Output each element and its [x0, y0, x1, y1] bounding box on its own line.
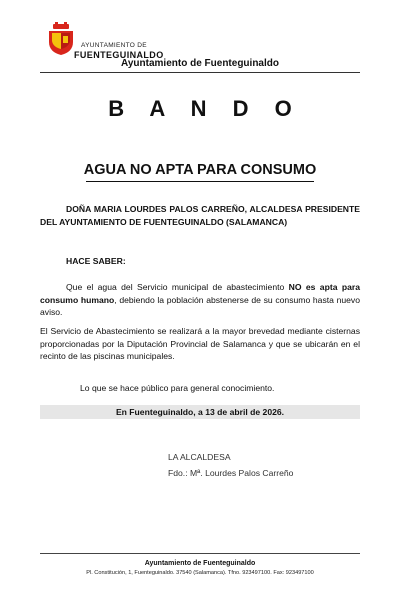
logo-text-line2: FUENTEGUINALDO	[74, 50, 164, 60]
signer-name: Fdo.: Mª. Lourdes Palos Carreño	[168, 468, 294, 478]
document-subject: AGUA NO APTA PARA CONSUMO	[83, 162, 317, 178]
organization-title: Ayuntamiento de Fuenteguinaldo	[121, 58, 279, 69]
notice-paragraph-2: El Servicio de Abastecimiento se realizará a la mayor brevedad mediante cisternas proporcionadas por la Diputación Provincial de Salamanca y que se ubicarán en el recinto de las piscinas municipales.	[40, 326, 360, 362]
footer-address: Pl. Constitución, 1, Fuenteguinaldo. 37540 (Salamanca). Tfno. 923497100. Fax: 923497100	[86, 570, 314, 576]
public-notice-line: Lo que se hace público para general conocimiento.	[80, 383, 275, 393]
notice-text-emphasis: NO es apta para consumo humano	[40, 282, 360, 305]
municipal-logo	[44, 22, 164, 60]
notice-paragraph-1	[40, 281, 360, 319]
authority-paragraph	[40, 203, 360, 229]
logo-text-line1: AYUNTAMIENTO DE	[81, 42, 147, 49]
notice-text-a: Que el agua del Servicio municipal de abastecimiento	[66, 282, 289, 292]
signer-role: LA ALCALDESA	[168, 452, 231, 462]
authority-text: DOÑA MARIA LOURDES PALOS CARREÑO, ALCALDESA PRESIDENTE DEL AYUNTAMIENTO DE FUENTEGUINALDO (SALAMANCA)	[40, 204, 360, 227]
coat-of-arms-icon	[44, 22, 78, 56]
subject-underline	[86, 181, 314, 182]
document-title: B A N D O	[108, 96, 302, 121]
footer-divider	[40, 553, 360, 554]
header-divider	[40, 72, 360, 73]
footer-organization: Ayuntamiento de Fuenteguinaldo	[144, 560, 256, 567]
notice-text-c: , debiendo la población abstenerse de su consumo hasta nuevo aviso.	[40, 294, 360, 318]
hace-saber-label: HACE SABER:	[66, 256, 126, 266]
date-line: En Fuenteguinaldo, a 13 de abril de 2026.	[115, 407, 285, 417]
